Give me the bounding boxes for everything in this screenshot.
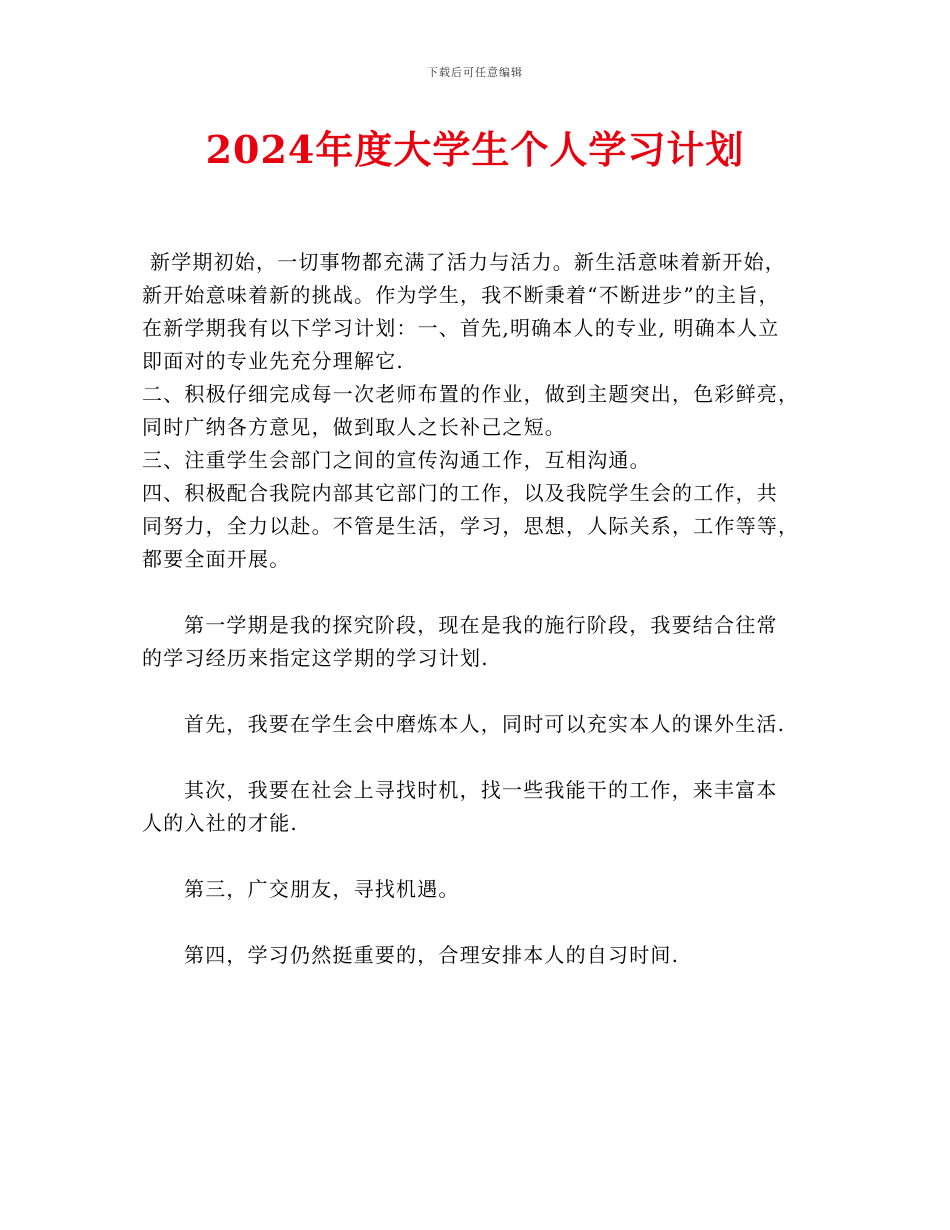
body-line: 四、积极配合我院内部其它部门的工作，以及我院学生会的工作，共 bbox=[142, 481, 778, 505]
body-line: 第四，学习仍然挺重要的，合理安排本人的自习时间. bbox=[184, 943, 680, 967]
paragraph-gap bbox=[142, 906, 832, 939]
body-line: 其次，我要在社会上寻找时机，找一些我能干的工作，来丰富本 bbox=[184, 778, 778, 802]
body-line: 同时广纳各方意见，做到取人之长补己之短。 bbox=[142, 415, 566, 439]
body-line: 新学期初始，一切事物都充满了活力与活力。新生活意味着新开始， bbox=[150, 250, 786, 274]
body-line: 即面对的专业先充分理解它. bbox=[142, 349, 404, 373]
body-line: 新开始意味着新的挑战。作为学生，我不断秉着“不断进步”的主旨， bbox=[142, 283, 780, 307]
body-line: 的学习经历来指定这学期的学习计划. bbox=[142, 646, 489, 670]
paragraph-gap bbox=[142, 741, 832, 774]
body-line: 第三，广交朋友，寻找机遇。 bbox=[184, 877, 460, 901]
body-line: 在新学期我有以下学习计划：一、首先,明确本人的专业, 明确本人立 bbox=[142, 316, 780, 340]
body-line: 第一学期是我的探究阶段，现在是我的施行阶段，我要结合往常 bbox=[184, 613, 778, 637]
header-note: 下载后可任意编辑 bbox=[427, 66, 523, 79]
body-line: 首先，我要在学生会中磨炼本人，同时可以充实本人的课外生活. bbox=[184, 712, 786, 736]
body-line: 三、注重学生会部门之间的宣传沟通工作，互相沟通。 bbox=[142, 448, 651, 472]
body-line: 同努力，全力以赴。不管是生活，学习，思想，人际关系，工作等等， bbox=[142, 514, 800, 538]
body-line: 都要全面开展。 bbox=[142, 547, 291, 571]
paragraph-gap bbox=[142, 840, 832, 873]
document-title: 2024年度大学生个人学习计划 bbox=[205, 127, 745, 172]
paragraph-gap bbox=[142, 576, 832, 609]
body-line: 人的入社的才能. bbox=[142, 811, 298, 835]
document-body bbox=[142, 246, 832, 972]
paragraph-gap bbox=[142, 675, 832, 708]
body-line: 二、积极仔细完成每一次老师布置的作业，做到主题突出，色彩鲜亮， bbox=[142, 382, 800, 406]
